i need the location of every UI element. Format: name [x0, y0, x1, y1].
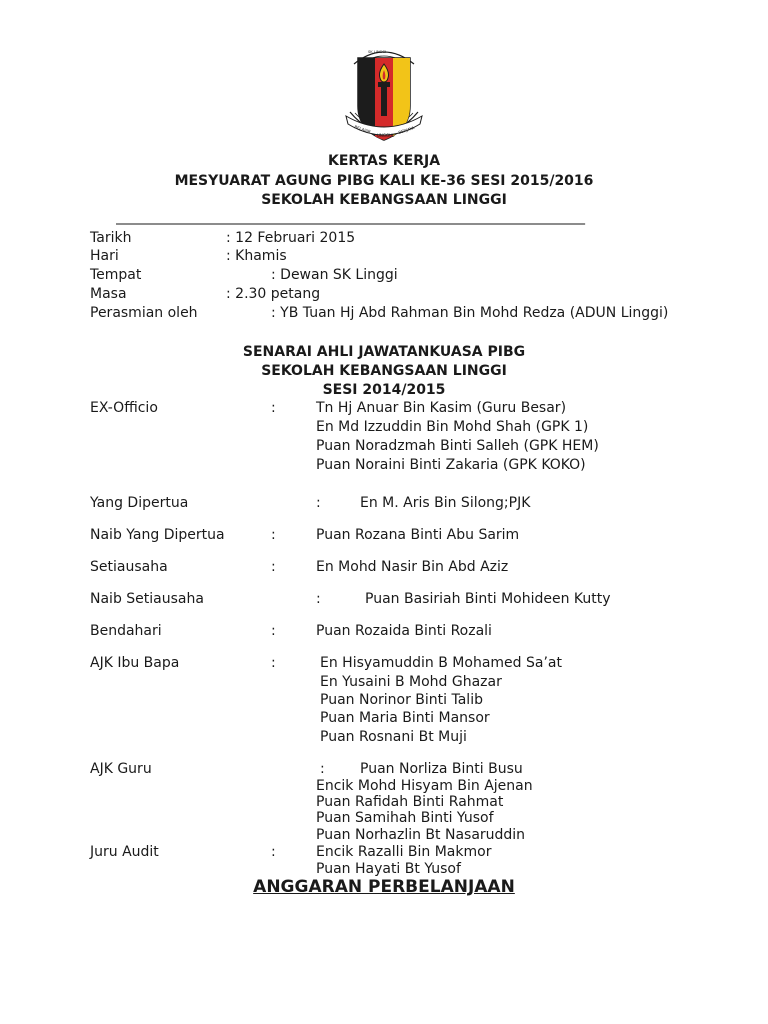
- role-ex-officio: EX-Officio: [90, 400, 158, 416]
- role-ajk-guru: AJK Guru: [90, 761, 152, 777]
- member-name: Puan Rafidah Binti Rahmat: [316, 794, 504, 810]
- school-crest-icon: [344, 42, 424, 146]
- member-name: Puan Noraini Binti Zakaria (GPK KOKO): [316, 457, 586, 473]
- member-name: Puan Norinor Binti Talib: [320, 692, 483, 708]
- detail-label-tarikh: Tarikh: [90, 230, 132, 246]
- svg-text:SK LINGGI: SK LINGGI: [368, 50, 387, 54]
- member-name: Puan Rosnani Bt Muji: [320, 729, 467, 745]
- role-separator: :: [271, 623, 276, 639]
- role-naib-yang-dipertua: Naib Yang Dipertua: [90, 527, 225, 543]
- detail-label-tempat: Tempat: [90, 267, 142, 283]
- member-name: Puan Maria Binti Mansor: [320, 710, 490, 726]
- role-separator: :: [316, 495, 321, 511]
- member-name: Puan Rozaida Binti Rozali: [316, 623, 492, 639]
- detail-label-hari: Hari: [90, 248, 119, 264]
- member-name: En Hisyamuddin B Mohamed Sa’at: [320, 655, 562, 671]
- committee-heading: SENARAI AHLI JAWATANKUASA PIBG: [242, 344, 526, 360]
- detail-value-tempat: : Dewan SK Linggi: [271, 267, 398, 283]
- detail-value-tarikh: : 12 Februari 2015: [226, 230, 356, 246]
- member-name: En Yusaini B Mohd Ghazar: [320, 674, 502, 690]
- document-title: KERTAS KERJA: [327, 153, 441, 169]
- member-name: En Mohd Nasir Bin Abd Aziz: [316, 559, 509, 575]
- member-name: Encik Razalli Bin Makmor: [316, 844, 492, 860]
- member-name: Puan Basiriah Binti Mohideen Kutty: [365, 591, 611, 607]
- member-name: Puan Norliza Binti Busu: [360, 761, 523, 777]
- meeting-title: MESYUARAT AGUNG PIBG KALI KE-36 SESI 2015/2016: [174, 173, 594, 189]
- detail-value-hari: : Khamis: [226, 248, 287, 264]
- role-ajk-ibu-bapa: AJK Ibu Bapa: [90, 655, 180, 671]
- member-name: Puan Noradzmah Binti Salleh (GPK HEM): [316, 438, 599, 454]
- detail-value-perasmian: : YB Tuan Hj Abd Rahman Bin Mohd Redza (ADUN Linggi): [271, 305, 669, 321]
- role-setiausaha: Setiausaha: [90, 559, 168, 575]
- role-separator: :: [271, 400, 276, 416]
- detail-label-masa: Masa: [90, 286, 127, 302]
- header-rule: ___________________________________________________________________: [116, 209, 585, 225]
- role-separator: :: [320, 761, 325, 777]
- svg-text:BERJAYA: BERJAYA: [397, 125, 415, 135]
- member-name: Puan Samihah Binti Yusof: [316, 810, 494, 826]
- budget-heading: ANGGARAN PERBELANJAAN: [253, 877, 515, 897]
- svg-text:BELAJAR: BELAJAR: [353, 124, 372, 135]
- svg-text:UNGGUL: UNGGUL: [377, 133, 395, 138]
- detail-label-perasmian: Perasmian oleh: [90, 305, 198, 321]
- committee-school: SEKOLAH KEBANGSAAN LINGGI: [261, 363, 507, 379]
- school-name: SEKOLAH KEBANGSAAN LINGGI: [261, 192, 507, 208]
- role-separator: :: [271, 655, 276, 671]
- member-name: Puan Rozana Binti Abu Sarim: [316, 527, 520, 543]
- role-separator: :: [271, 559, 276, 575]
- role-naib-setiausaha: Naib Setiausaha: [90, 591, 204, 607]
- member-name: Tn Hj Anuar Bin Kasim (Guru Besar): [316, 400, 567, 416]
- role-juru-audit: Juru Audit: [90, 844, 159, 860]
- role-bendahari: Bendahari: [90, 623, 162, 639]
- role-separator: :: [271, 844, 276, 860]
- role-yang-dipertua: Yang Dipertua: [90, 495, 189, 511]
- member-name: Encik Mohd Hisyam Bin Ajenan: [316, 778, 533, 794]
- detail-value-masa: : 2.30 petang: [226, 286, 321, 302]
- member-name: En Md Izzuddin Bin Mohd Shah (GPK 1): [316, 419, 589, 435]
- member-name: Puan Hayati Bt Yusof: [316, 861, 461, 877]
- member-name: Puan Norhazlin Bt Nasaruddin: [316, 827, 526, 843]
- committee-session: SESI 2014/2015: [322, 382, 446, 398]
- role-separator: :: [316, 591, 321, 607]
- role-separator: :: [271, 527, 276, 543]
- member-name: En M. Aris Bin Silong;PJK: [360, 495, 531, 511]
